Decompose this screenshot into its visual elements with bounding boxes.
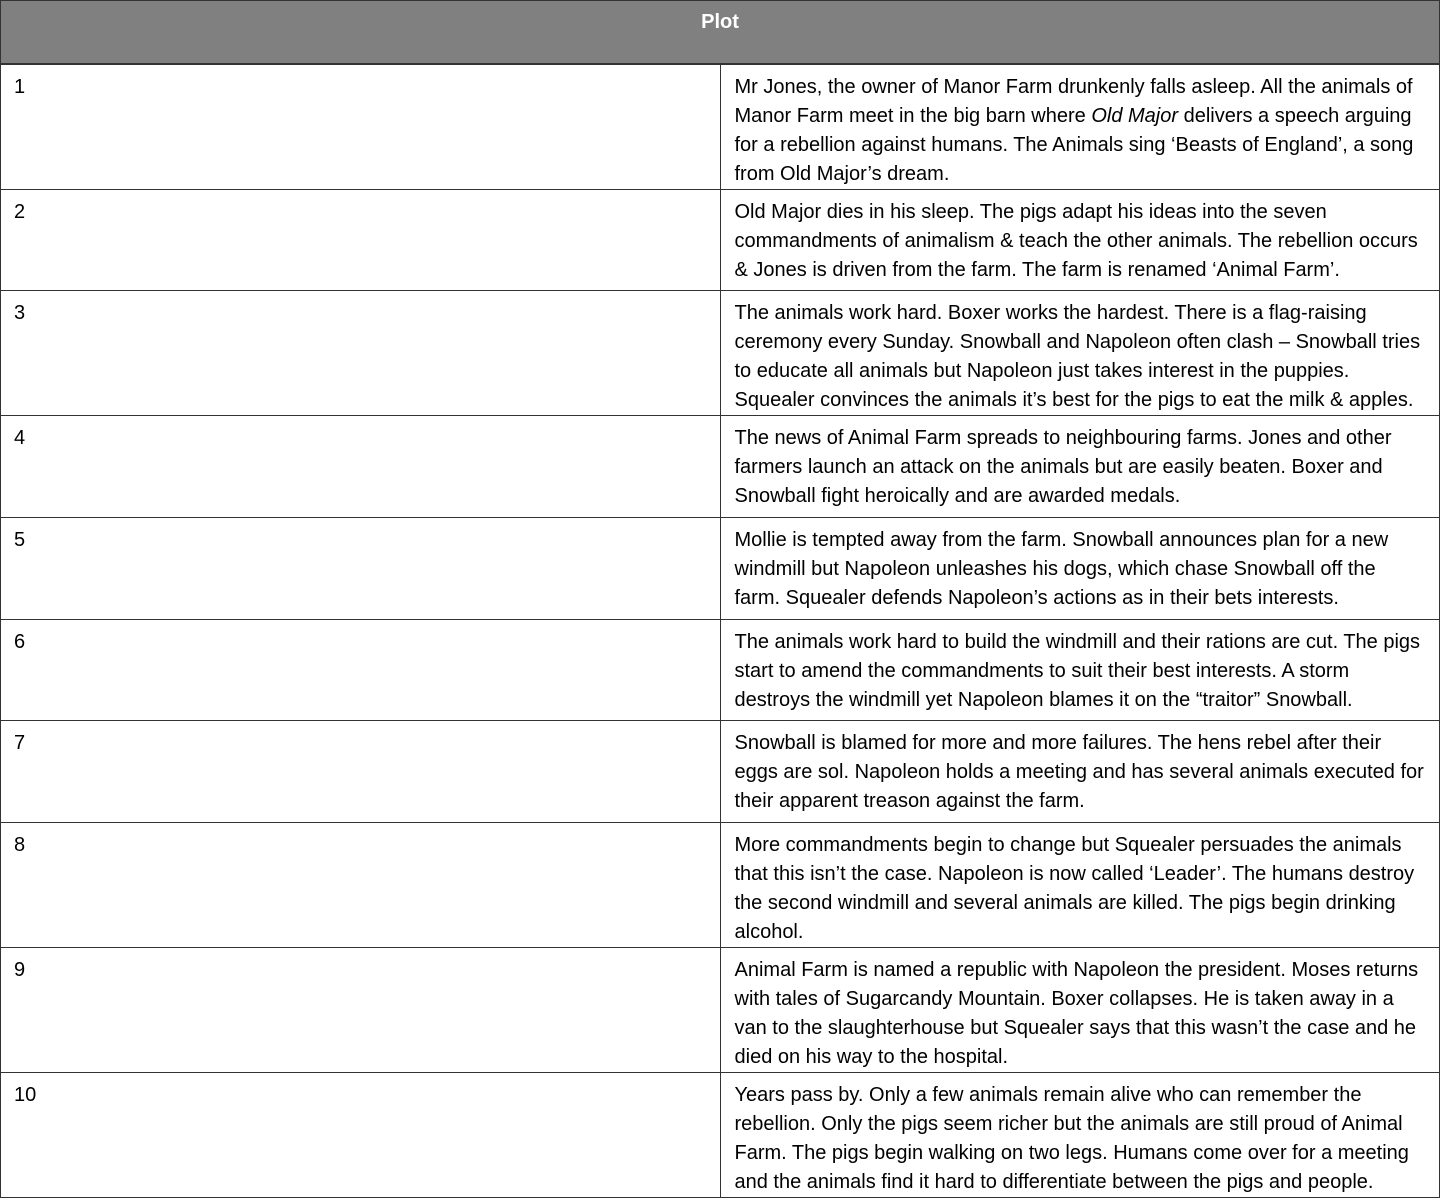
row-text-italic: Old Major <box>1091 104 1179 127</box>
table-row <box>1 416 1440 518</box>
table-row <box>1 1072 1440 1197</box>
row-text: More commandments begin to change but Squealer persuades the animals that this isn’t the case. Napoleon is now called ‘Leader’. The humans destroy the second windmill and several animals are killed. The pigs begin drinking alcohol. <box>720 822 1440 947</box>
table-row <box>1 189 1440 291</box>
row-text: Animal Farm is named a republic with Napoleon the president. Moses returns with tales of Sugarcandy Mountain. Boxer collapses. He is taken away in a van to the slaughterhouse but Squealer says that this wasn’t the case and he died on his way to the hospital. <box>720 947 1440 1072</box>
row-number: 4 <box>1 416 721 518</box>
row-text-part: delivers a speech arguing for a rebellion against humans. The Animals sing ‘Beasts of England’, a song from Old Major’s dream. <box>734 104 1414 185</box>
header-row <box>1 1 1440 64</box>
row-number: 7 <box>1 721 721 823</box>
table-row <box>1 619 1440 721</box>
row-text: Old Major dies in his sleep. The pigs adapt his ideas into the seven commandments of animalism & teach the other animals. The rebellion occurs & Jones is driven from the farm. The farm is renamed ‘Animal Farm’. <box>720 189 1440 291</box>
row-number: 9 <box>1 947 721 1072</box>
row-number: 6 <box>1 619 721 721</box>
row-text: The news of Animal Farm spreads to neighbouring farms. Jones and other farmers launch an attack on the animals but are easily beaten. Boxer and Snowball fight heroically and are awarded medals. <box>720 416 1440 518</box>
row-text: The animals work hard to build the windmill and their rations are cut. The pigs start to amend the commandments to suit their best interests. A storm destroys the windmill yet Napoleon blames it on the “traitor” Snowball. <box>720 619 1440 721</box>
plot-header-title: Plot <box>1 1 1440 64</box>
row-text: Snowball is blamed for more and more failures. The hens rebel after their eggs are sol. Napoleon holds a meeting and has several animals executed for their apparent treason against the farm. <box>720 721 1440 823</box>
row-text: The animals work hard. Boxer works the hardest. There is a flag-raising ceremony every Sunday. Snowball and Napoleon often clash – Snowball tries to educate all animals but Napoleon just takes interest in the puppies. Squealer convinces the animals it’s best for the pigs to eat the milk & apples. <box>720 291 1440 416</box>
row-number: 3 <box>1 291 721 416</box>
row-number: 1 <box>1 64 721 190</box>
table-row <box>1 291 1440 416</box>
table-row <box>1 721 1440 823</box>
row-number: 8 <box>1 822 721 947</box>
row-number: 10 <box>1 1072 721 1197</box>
row-text-part: Mr Jones, the owner of Manor Farm drunkenly falls asleep. All the animals of Manor Farm meet in the big barn where <box>734 75 1413 127</box>
row-number: 5 <box>1 517 721 619</box>
row-text: Mollie is tempted away from the farm. Snowball announces plan for a new windmill but Napoleon unleashes his dogs, which chase Snowball off the farm. Squealer defends Napoleon’s actions as in their bets interests. <box>720 517 1440 619</box>
table-row <box>1 517 1440 619</box>
row-text <box>720 64 1440 190</box>
table-row <box>1 947 1440 1072</box>
table-row <box>1 822 1440 947</box>
table-row <box>1 64 1440 190</box>
row-text: Years pass by. Only a few animals remain alive who can remember the rebellion. Only the pigs seem richer but the animals are still proud of Animal Farm. The pigs begin walking on two legs. Humans come over for a meeting and the animals find it hard to differentiate between the pigs and people. <box>720 1072 1440 1197</box>
row-number: 2 <box>1 189 721 291</box>
